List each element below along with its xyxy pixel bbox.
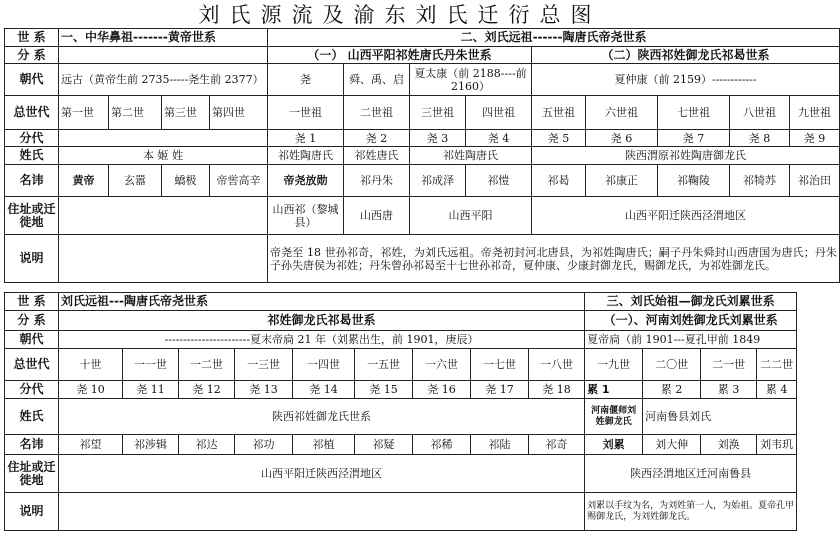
- chaodai-zhongkang: 夏仲康（前 2159）------------: [532, 64, 840, 96]
- gen-cell: 二一世: [701, 349, 757, 381]
- sub-qihe-yulong-header: 祁姓御龙氏祁曷世系: [59, 311, 585, 331]
- page-title: 刘氏源流及渝东刘氏迁衍总图: [198, 3, 602, 27]
- gen-cell: 九世祖: [790, 96, 840, 130]
- name-cell: 祁陆: [471, 435, 529, 455]
- gen-cell: 一八世: [529, 349, 585, 381]
- fendai-cell: 尧 3: [410, 130, 466, 147]
- name-cell: 祁植: [293, 435, 355, 455]
- address-qi: 山西祁（黎城县）: [268, 197, 344, 235]
- name-cell: 祁治田: [790, 165, 840, 197]
- lower-lineage-table: [4, 292, 797, 531]
- label-shixi: 世 系: [5, 293, 59, 311]
- gen-cell: 一二世: [179, 349, 235, 381]
- label-chaodai: 朝代: [5, 331, 59, 349]
- name-cell: 祁丹朱: [344, 165, 410, 197]
- xingshi-taotang-2: 祁姓陶唐氏: [410, 147, 532, 165]
- fenxi-blank: [59, 47, 268, 64]
- fendai-cell: 累 2: [643, 381, 701, 399]
- gen-cell: 第一世: [59, 96, 109, 130]
- chaodai-taikang: 夏太康（前 2188----前 2160）: [410, 64, 532, 96]
- name-cell: 帝喾高辛: [210, 165, 268, 197]
- chaodai-kongjia: 夏帝扃（前 1901---夏孔甲前 1849: [585, 331, 797, 349]
- fendai-cell: 尧 7: [658, 130, 730, 147]
- xingshi-taotang: 祁姓陶唐氏: [268, 147, 344, 165]
- fendai-blank: [59, 130, 268, 147]
- fendai-cell: 尧 2: [344, 130, 410, 147]
- gen-cell: 二〇世: [643, 349, 701, 381]
- gen-cell: 五世祖: [532, 96, 586, 130]
- fendai-cell: 尧 1: [268, 130, 344, 147]
- name-cell: 祁疑: [355, 435, 413, 455]
- fendai-cell: 尧 6: [586, 130, 658, 147]
- chaodai-jiong: -----------------------夏末帝扃 21 年（刘累出生，前 1901，庚辰）: [59, 331, 585, 349]
- section-huangdi-header: 一、中华鼻祖-------黄帝世系: [59, 29, 268, 47]
- fendai-cell: 尧 16: [413, 381, 471, 399]
- address-pingyang: 山西平阳: [410, 197, 532, 235]
- desc-blank: [59, 493, 585, 531]
- address-jingwei: 山西平阳迁陕西泾渭地区: [532, 197, 840, 235]
- section-taotang-header: 二、刘氏远祖------陶唐氏帝尧世系: [268, 29, 840, 47]
- fendai-cell: 累 3: [701, 381, 757, 399]
- xingshi-yanshi-label: 河南偃师刘姓御龙氏: [585, 399, 643, 435]
- gen-cell: 一世祖: [268, 96, 344, 130]
- description-text: 刘累以手纹为名，为刘姓第一人，为始祖。夏帝孔甲赐御龙氏，为刘姓御龙氏。: [585, 493, 797, 531]
- fendai-cell: 尧 9: [790, 130, 840, 147]
- chaodai-shun: 舜、禹、启: [344, 64, 410, 96]
- fendai-cell: 尧 8: [730, 130, 790, 147]
- name-cell: 刘涣: [701, 435, 757, 455]
- gen-cell: 一七世: [471, 349, 529, 381]
- gen-cell: 三世祖: [410, 96, 466, 130]
- gen-cell: 一一世: [123, 349, 179, 381]
- address-lu-xian: 陕西泾渭地区迁河南鲁县: [585, 455, 797, 493]
- name-cell: 祁曷: [532, 165, 586, 197]
- xingshi-ji: 本 姬 姓: [59, 147, 268, 165]
- name-cell: 刘累: [585, 435, 643, 455]
- name-cell: 刘大伸: [643, 435, 701, 455]
- fendai-cell: 累 1: [585, 381, 643, 399]
- gen-cell: 一四世: [293, 349, 355, 381]
- fendai-cell: 尧 15: [355, 381, 413, 399]
- address-tang: 山西唐: [344, 197, 410, 235]
- fendai-cell: 尧 10: [59, 381, 123, 399]
- name-cell: 祁望: [59, 435, 123, 455]
- address-pingyang-jingwei: 山西平阳迁陕西泾渭地区: [59, 455, 585, 493]
- gen-cell: 十世: [59, 349, 123, 381]
- gen-cell: 一五世: [355, 349, 413, 381]
- gen-cell: 六世祖: [586, 96, 658, 130]
- label-zongshidai: 总世代: [5, 96, 59, 130]
- sub-qihe-header: （二）陕西祁姓御龙氏祁曷世系: [532, 47, 840, 64]
- upper-lineage-table: [4, 28, 840, 283]
- label-minghui: 名讳: [5, 435, 59, 455]
- label-fendai: 分代: [5, 381, 59, 399]
- fendai-cell: 尧 4: [466, 130, 532, 147]
- name-cell: 祁功: [235, 435, 293, 455]
- name-cell: 祁稀: [413, 435, 471, 455]
- label-chaodai: 朝代: [5, 64, 59, 96]
- label-shixi: 世 系: [5, 29, 59, 47]
- gen-cell: 二世祖: [344, 96, 410, 130]
- section-yuanzu-header: 刘氏远祖---陶唐氏帝尧世系: [59, 293, 585, 311]
- label-minghui: 名讳: [5, 165, 59, 197]
- chaodai-yao: 尧: [268, 64, 344, 96]
- fendai-cell: 尧 11: [123, 381, 179, 399]
- gen-cell: 第四世: [210, 96, 268, 130]
- name-cell: 祁成泽: [410, 165, 466, 197]
- label-fenxi: 分 系: [5, 311, 59, 331]
- name-cell: 祁涉辑: [123, 435, 179, 455]
- upper-lineage-table-wrap: [4, 28, 838, 283]
- gen-cell: 第二世: [109, 96, 162, 130]
- description-text: 帝尧至 18 世孙祁奇，祁姓，为刘氏远祖。帝尧初封河北唐县，为祁姓陶唐氏；嗣子丹朱舜封山西唐国为唐氏；丹朱子孙失唐侯为祁姓；丹朱曾孙祁曷至十七世孙祁奇，夏仲康、少康封御龙氏，赐御龙氏，为祁姓御龙氏。: [268, 235, 840, 283]
- sub-henan-liu-header: （一）、河南刘姓御龙氏刘累世系: [585, 311, 797, 331]
- label-fendai: 分代: [5, 130, 59, 147]
- desc-blank: [59, 235, 268, 283]
- gen-cell: 第三世: [162, 96, 210, 130]
- name-cell: 祁犄苏: [730, 165, 790, 197]
- name-cell: 帝尧放勋: [268, 165, 344, 197]
- name-cell: 祁愷: [466, 165, 532, 197]
- label-xingshi: 姓氏: [5, 399, 59, 435]
- label-fenxi: 分 系: [5, 47, 59, 64]
- fendai-cell: 尧 5: [532, 130, 586, 147]
- name-cell: 刘韦玑: [757, 435, 797, 455]
- name-cell: 祁康正: [586, 165, 658, 197]
- xingshi-lu-liu: 河南鲁县刘氏: [643, 399, 797, 435]
- fendai-cell: 尧 17: [471, 381, 529, 399]
- name-cell: 祁达: [179, 435, 235, 455]
- label-zhuzhi: 住址或迁徙地: [5, 197, 59, 235]
- fendai-cell: 尧 13: [235, 381, 293, 399]
- lower-lineage-table-wrap: [4, 292, 796, 531]
- gen-cell: 一六世: [413, 349, 471, 381]
- xingshi-yulong: 陕西渭原祁姓陶唐御龙氏: [532, 147, 840, 165]
- label-zongshidai: 总世代: [5, 349, 59, 381]
- xingshi-qi-yulong: 陕西祁姓御龙氏世系: [59, 399, 585, 435]
- name-cell: 祁奇: [529, 435, 585, 455]
- name-cell: 祁鞠陵: [658, 165, 730, 197]
- fendai-cell: 累 4: [757, 381, 797, 399]
- gen-cell: 四世祖: [466, 96, 532, 130]
- gen-cell: 八世祖: [730, 96, 790, 130]
- chaodai-yuangu: 远古（黄帝生前 2735-----尧生前 2377）: [59, 64, 268, 96]
- gen-cell: 七世祖: [658, 96, 730, 130]
- address-blank: [59, 197, 268, 235]
- name-cell: 蟜极: [162, 165, 210, 197]
- fendai-cell: 尧 12: [179, 381, 235, 399]
- gen-cell: 二二世: [757, 349, 797, 381]
- gen-cell: 一九世: [585, 349, 643, 381]
- section-liulei-header: 三、刘氏始祖—御龙氏刘累世系: [585, 293, 797, 311]
- label-xingshi: 姓氏: [5, 147, 59, 165]
- label-zhuzhi: 住址或迁徙地: [5, 455, 59, 493]
- fendai-cell: 尧 18: [529, 381, 585, 399]
- gen-cell: 一三世: [235, 349, 293, 381]
- label-shuoming: 说明: [5, 493, 59, 531]
- name-cell: 玄嚣: [109, 165, 162, 197]
- sub-danzhu-header: （一） 山西平阳祁姓唐氏丹朱世系: [268, 47, 532, 64]
- label-shuoming: 说明: [5, 235, 59, 283]
- xingshi-tang: 祁姓唐氏: [344, 147, 410, 165]
- fendai-cell: 尧 14: [293, 381, 355, 399]
- name-cell: 黄帝: [59, 165, 109, 197]
